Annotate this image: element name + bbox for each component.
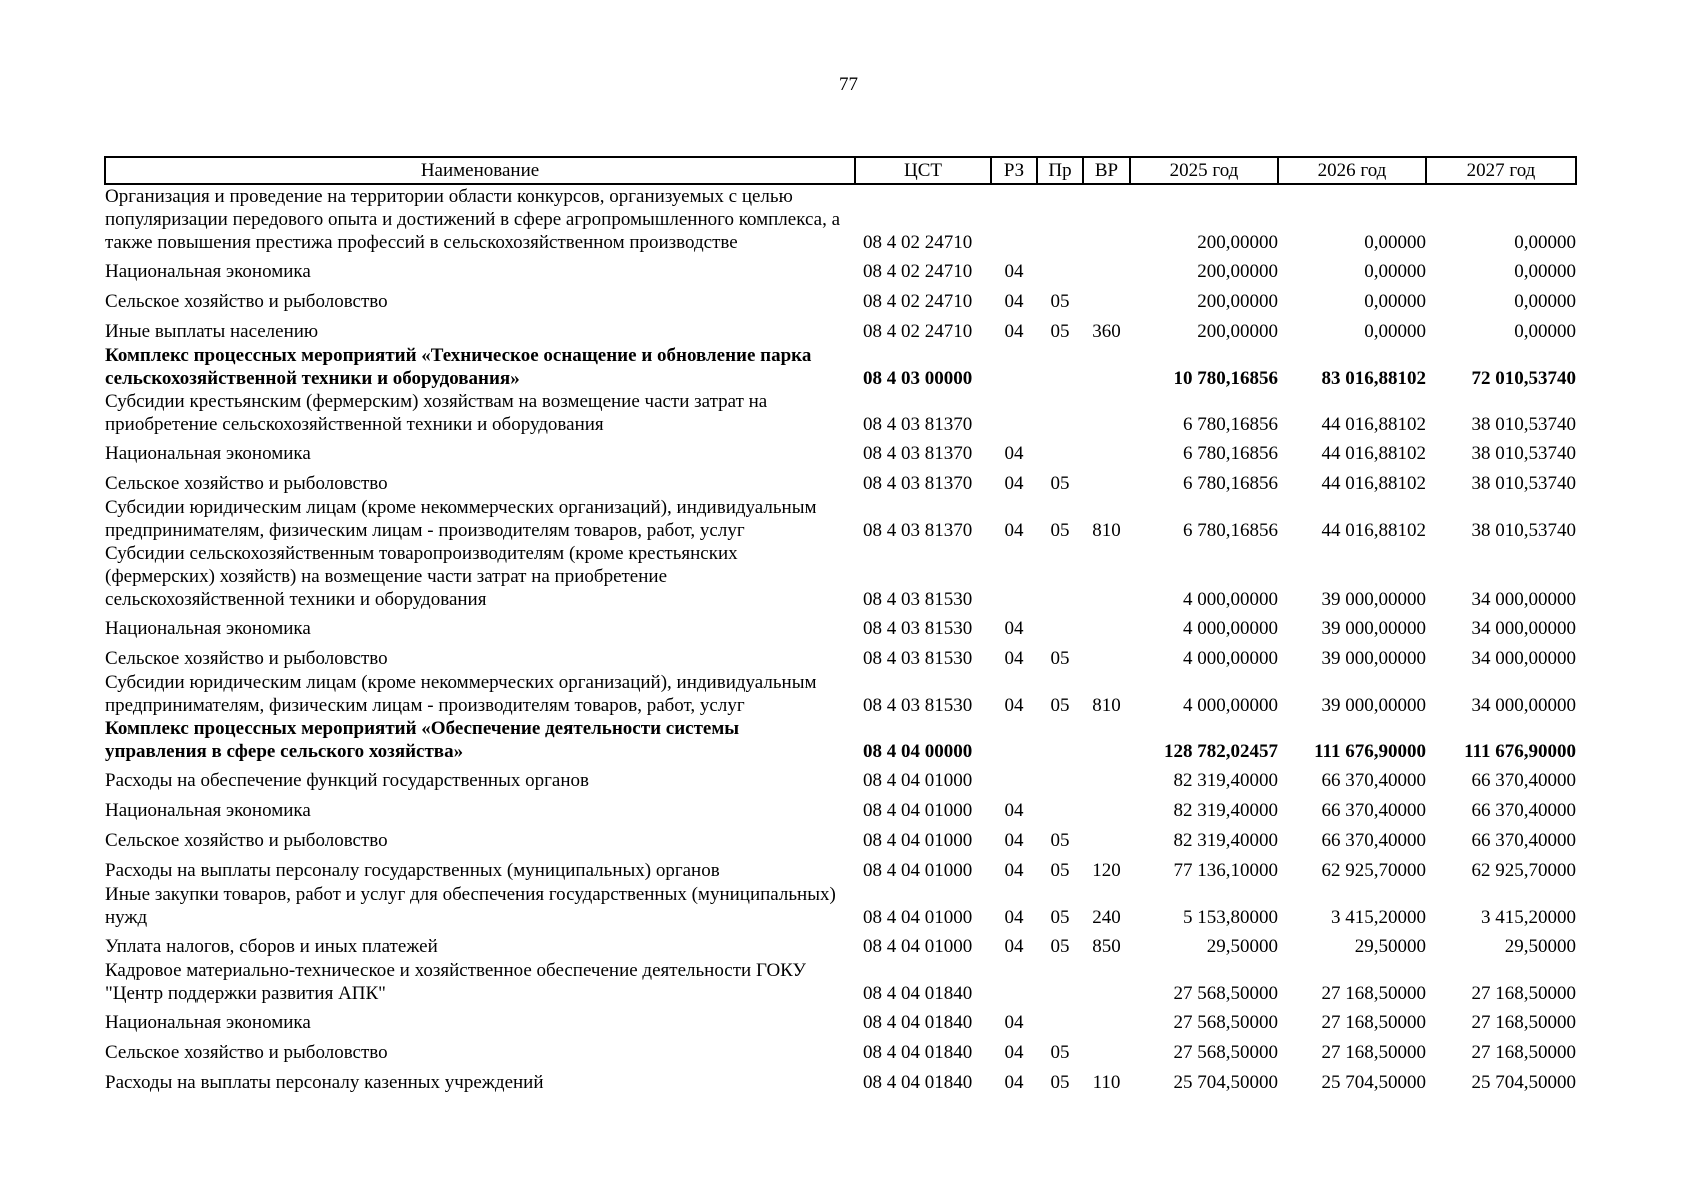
row-cst: 08 4 04 01840 bbox=[863, 1042, 973, 1063]
row-2026: 44 016,88102 bbox=[1321, 473, 1426, 494]
row-rz: 04 bbox=[1004, 695, 1024, 716]
row-2027: 29,50000 bbox=[1504, 936, 1576, 957]
row-rz: 04 bbox=[1004, 648, 1024, 669]
row-cst: 08 4 04 01840 bbox=[863, 983, 973, 1004]
row-vr bbox=[1083, 1005, 1130, 1035]
row-vr bbox=[1083, 466, 1130, 496]
table-row bbox=[105, 436, 1576, 466]
table-row bbox=[105, 611, 1576, 641]
row-vr: 240 bbox=[1092, 907, 1121, 928]
row-rz bbox=[991, 184, 1037, 254]
row-cst: 08 4 03 81530 bbox=[863, 618, 973, 639]
row-2027: 66 370,40000 bbox=[1471, 830, 1576, 851]
row-2025: 4 000,00000 bbox=[1183, 618, 1278, 639]
row-vr bbox=[1083, 1035, 1130, 1065]
row-cst: 08 4 03 81370 bbox=[863, 414, 973, 435]
table-row bbox=[105, 793, 1576, 823]
row-2026: 27 168,50000 bbox=[1321, 983, 1426, 1004]
row-pr bbox=[1037, 184, 1083, 254]
header-vr: ВР bbox=[1083, 157, 1130, 184]
row-2027: 38 010,53740 bbox=[1471, 473, 1576, 494]
row-2026: 0,00000 bbox=[1364, 261, 1426, 282]
row-2027: 34 000,00000 bbox=[1471, 648, 1576, 669]
row-name: Комплекс процессных мероприятий «Обеспечение деятельности системы управления в сфере сельского хозяйства» bbox=[105, 718, 740, 762]
table-row bbox=[105, 959, 1576, 1005]
row-2025: 27 568,50000 bbox=[1173, 983, 1278, 1004]
row-rz bbox=[991, 390, 1037, 436]
row-vr bbox=[1083, 184, 1130, 254]
row-rz: 04 bbox=[1004, 261, 1024, 282]
row-2027: 25 704,50000 bbox=[1471, 1072, 1576, 1093]
row-2025: 6 780,16856 bbox=[1183, 520, 1278, 541]
row-name: Кадровое материально-техническое и хозяйственное обеспечение деятельности ГОКУ "Центр поддержки развития АПК" bbox=[105, 960, 806, 1004]
row-cst: 08 4 04 01000 bbox=[863, 936, 973, 957]
row-pr bbox=[1037, 390, 1083, 436]
row-rz: 04 bbox=[1004, 1012, 1024, 1033]
row-cst: 08 4 02 24710 bbox=[863, 232, 973, 253]
row-pr bbox=[1037, 959, 1083, 1005]
row-pr: 05 bbox=[1050, 520, 1070, 541]
row-2025: 4 000,00000 bbox=[1183, 589, 1278, 610]
row-2026: 39 000,00000 bbox=[1321, 695, 1426, 716]
row-2025: 6 780,16856 bbox=[1183, 473, 1278, 494]
row-2027: 34 000,00000 bbox=[1471, 695, 1576, 716]
row-2025: 27 568,50000 bbox=[1173, 1012, 1278, 1033]
row-2026: 39 000,00000 bbox=[1321, 618, 1426, 639]
row-2027: 34 000,00000 bbox=[1471, 618, 1576, 639]
table-row bbox=[105, 542, 1576, 611]
row-vr: 110 bbox=[1092, 1072, 1121, 1093]
row-cst: 08 4 04 01000 bbox=[863, 800, 973, 821]
row-2026: 44 016,88102 bbox=[1321, 414, 1426, 435]
row-rz: 04 bbox=[1004, 520, 1024, 541]
row-rz: 04 bbox=[1004, 473, 1024, 494]
row-2027: 38 010,53740 bbox=[1471, 520, 1576, 541]
row-pr bbox=[1037, 436, 1083, 466]
row-pr bbox=[1037, 1005, 1083, 1035]
row-2027: 111 676,90000 bbox=[1464, 741, 1576, 762]
row-cst: 08 4 03 81530 bbox=[863, 648, 973, 669]
row-vr bbox=[1083, 763, 1130, 793]
row-2027: 0,00000 bbox=[1514, 232, 1576, 253]
row-vr: 810 bbox=[1092, 695, 1121, 716]
row-2026: 62 925,70000 bbox=[1321, 860, 1426, 881]
row-cst: 08 4 04 00000 bbox=[863, 741, 973, 762]
row-vr bbox=[1083, 823, 1130, 853]
row-2026: 44 016,88102 bbox=[1321, 520, 1426, 541]
row-2025: 5 153,80000 bbox=[1183, 907, 1278, 928]
row-name: Субсидии юридическим лицам (кроме некоммерческих организаций), индивидуальным предпринимателям, физическим лицам - производителям товаров, работ, услуг bbox=[105, 672, 817, 716]
row-name: Сельское хозяйство и рыболовство bbox=[105, 648, 388, 669]
table-row bbox=[105, 254, 1576, 284]
table-row bbox=[105, 284, 1576, 314]
row-name: Субсидии юридическим лицам (кроме некоммерческих организаций), индивидуальным предпринимателям, физическим лицам - производителям товаров, работ, услуг bbox=[105, 497, 817, 541]
header-2026: 2026 год bbox=[1278, 157, 1426, 184]
row-2026: 66 370,40000 bbox=[1321, 770, 1426, 791]
row-2026: 39 000,00000 bbox=[1321, 648, 1426, 669]
row-cst: 08 4 03 00000 bbox=[863, 368, 973, 389]
row-vr: 810 bbox=[1092, 520, 1121, 541]
row-name: Организация и проведение на территории области конкурсов, организуемых с целью популяризации передового опыта и достижений в сфере агропромышленного комплекса, а также повышения престижа профессий в сельскохозяйственном производстве bbox=[105, 186, 841, 253]
row-pr bbox=[1037, 717, 1083, 763]
row-name: Иные выплаты населению bbox=[105, 321, 319, 342]
row-vr bbox=[1083, 254, 1130, 284]
row-cst: 08 4 02 24710 bbox=[863, 261, 973, 282]
row-2025: 77 136,10000 bbox=[1173, 860, 1278, 881]
row-name: Субсидии сельскохозяйственным товаропроизводителям (кроме крестьянских (фермерских) хозяйств) на возмещение части затрат на приобретение сельскохозяйственной техники и оборудования bbox=[105, 543, 738, 610]
row-2025: 82 319,40000 bbox=[1173, 800, 1278, 821]
row-rz: 04 bbox=[1004, 291, 1024, 312]
row-2027: 38 010,53740 bbox=[1471, 414, 1576, 435]
row-name: Расходы на выплаты персоналу государственных (муниципальных) органов bbox=[105, 860, 720, 881]
header-name: Наименование bbox=[105, 157, 855, 184]
table-row bbox=[105, 823, 1576, 853]
row-rz: 04 bbox=[1004, 936, 1024, 957]
row-2025: 10 780,16856 bbox=[1173, 368, 1278, 389]
row-vr bbox=[1083, 793, 1130, 823]
row-cst: 08 4 04 01840 bbox=[863, 1072, 973, 1093]
row-2027: 0,00000 bbox=[1514, 291, 1576, 312]
row-vr bbox=[1083, 344, 1130, 390]
row-vr bbox=[1083, 611, 1130, 641]
row-cst: 08 4 04 01000 bbox=[863, 907, 973, 928]
row-2026: 44 016,88102 bbox=[1321, 443, 1426, 464]
row-2025: 200,00000 bbox=[1197, 261, 1278, 282]
row-vr bbox=[1083, 641, 1130, 671]
page-number: 77 bbox=[839, 74, 858, 95]
row-name: Сельское хозяйство и рыболовство bbox=[105, 1042, 388, 1063]
row-vr bbox=[1083, 542, 1130, 611]
row-2027: 66 370,40000 bbox=[1471, 770, 1576, 791]
row-2025: 4 000,00000 bbox=[1183, 695, 1278, 716]
row-cst: 08 4 04 01000 bbox=[863, 770, 973, 791]
row-cst: 08 4 04 01000 bbox=[863, 830, 973, 851]
row-2025: 29,50000 bbox=[1206, 936, 1278, 957]
row-vr bbox=[1083, 436, 1130, 466]
row-2026: 25 704,50000 bbox=[1321, 1072, 1426, 1093]
row-2027: 27 168,50000 bbox=[1471, 1042, 1576, 1063]
row-2026: 0,00000 bbox=[1364, 321, 1426, 342]
header-2025: 2025 год bbox=[1130, 157, 1278, 184]
row-name: Расходы на выплаты персоналу казенных учреждений bbox=[105, 1072, 544, 1093]
row-2026: 3 415,20000 bbox=[1331, 907, 1426, 928]
table-row bbox=[105, 466, 1576, 496]
row-2027: 72 010,53740 bbox=[1471, 368, 1576, 389]
row-name: Национальная экономика bbox=[105, 800, 311, 821]
row-name: Субсидии крестьянским (фермерским) хозяйствам на возмещение части затрат на приобретение сельскохозяйственной техники и оборудования bbox=[105, 391, 768, 435]
row-cst: 08 4 03 81370 bbox=[863, 473, 973, 494]
header-pr: Пр bbox=[1037, 157, 1083, 184]
table-row bbox=[105, 1065, 1576, 1095]
row-name: Национальная экономика bbox=[105, 443, 311, 464]
row-vr bbox=[1083, 390, 1130, 436]
header-rz: РЗ bbox=[991, 157, 1037, 184]
row-name: Национальная экономика bbox=[105, 1012, 311, 1033]
row-cst: 08 4 02 24710 bbox=[863, 291, 973, 312]
row-2025: 6 780,16856 bbox=[1183, 443, 1278, 464]
row-name: Уплата налогов, сборов и иных платежей bbox=[105, 936, 438, 957]
row-2027: 66 370,40000 bbox=[1471, 800, 1576, 821]
row-2027: 27 168,50000 bbox=[1471, 983, 1576, 1004]
row-cst: 08 4 03 81370 bbox=[863, 520, 973, 541]
row-pr: 05 bbox=[1050, 695, 1070, 716]
row-pr: 05 bbox=[1050, 321, 1070, 342]
row-2026: 0,00000 bbox=[1364, 232, 1426, 253]
row-2026: 29,50000 bbox=[1354, 936, 1426, 957]
row-name: Национальная экономика bbox=[105, 261, 311, 282]
row-rz: 04 bbox=[1004, 830, 1024, 851]
row-rz: 04 bbox=[1004, 443, 1024, 464]
row-pr: 05 bbox=[1050, 830, 1070, 851]
row-vr: 850 bbox=[1092, 936, 1121, 957]
row-2025: 6 780,16856 bbox=[1183, 414, 1278, 435]
row-2025: 27 568,50000 bbox=[1173, 1042, 1278, 1063]
table-row bbox=[105, 390, 1576, 436]
row-name: Национальная экономика bbox=[105, 618, 311, 639]
row-pr: 05 bbox=[1050, 1072, 1070, 1093]
row-rz bbox=[991, 763, 1037, 793]
row-pr: 05 bbox=[1050, 473, 1070, 494]
row-2025: 200,00000 bbox=[1197, 232, 1278, 253]
row-rz bbox=[991, 542, 1037, 611]
row-rz: 04 bbox=[1004, 800, 1024, 821]
row-2027: 0,00000 bbox=[1514, 321, 1576, 342]
row-pr: 05 bbox=[1050, 860, 1070, 881]
row-rz: 04 bbox=[1004, 907, 1024, 928]
row-pr bbox=[1037, 611, 1083, 641]
table-row bbox=[105, 314, 1576, 344]
table-row bbox=[105, 1005, 1576, 1035]
budget-table bbox=[104, 156, 1577, 1095]
row-2026: 66 370,40000 bbox=[1321, 830, 1426, 851]
table-row bbox=[105, 853, 1576, 883]
row-cst: 08 4 04 01000 bbox=[863, 860, 973, 881]
row-2027: 27 168,50000 bbox=[1471, 1012, 1576, 1033]
row-pr bbox=[1037, 793, 1083, 823]
table-row bbox=[105, 496, 1576, 542]
table-row bbox=[105, 671, 1576, 717]
table-row bbox=[105, 929, 1576, 959]
row-rz: 04 bbox=[1004, 1072, 1024, 1093]
row-rz bbox=[991, 717, 1037, 763]
row-cst: 08 4 03 81530 bbox=[863, 695, 973, 716]
row-2026: 39 000,00000 bbox=[1321, 589, 1426, 610]
row-pr: 05 bbox=[1050, 648, 1070, 669]
row-rz bbox=[991, 344, 1037, 390]
row-2025: 200,00000 bbox=[1197, 291, 1278, 312]
table-row bbox=[105, 641, 1576, 671]
row-2026: 27 168,50000 bbox=[1321, 1012, 1426, 1033]
row-name: Иные закупки товаров, работ и услуг для обеспечения государственных (муниципальных) нужд bbox=[105, 884, 836, 928]
row-2027: 62 925,70000 bbox=[1471, 860, 1576, 881]
row-2027: 34 000,00000 bbox=[1471, 589, 1576, 610]
row-2026: 111 676,90000 bbox=[1314, 741, 1426, 762]
row-cst: 08 4 03 81530 bbox=[863, 589, 973, 610]
row-2025: 128 782,02457 bbox=[1164, 741, 1278, 762]
row-pr: 05 bbox=[1050, 936, 1070, 957]
header-cst: ЦСТ bbox=[855, 157, 991, 184]
row-name: Расходы на обеспечение функций государственных органов bbox=[105, 770, 589, 791]
row-vr: 360 bbox=[1092, 321, 1121, 342]
row-2025: 82 319,40000 bbox=[1173, 830, 1278, 851]
header-2027: 2027 год bbox=[1426, 157, 1576, 184]
row-name: Сельское хозяйство и рыболовство bbox=[105, 291, 388, 312]
row-2026: 66 370,40000 bbox=[1321, 800, 1426, 821]
row-2026: 0,00000 bbox=[1364, 291, 1426, 312]
row-name: Комплекс процессных мероприятий «Техническое оснащение и обновление парка сельскохозяйственной техники и оборудования» bbox=[105, 345, 812, 389]
row-2027: 0,00000 bbox=[1514, 261, 1576, 282]
row-pr bbox=[1037, 254, 1083, 284]
row-rz: 04 bbox=[1004, 321, 1024, 342]
table-row bbox=[105, 883, 1576, 929]
table-row bbox=[105, 184, 1576, 254]
row-2025: 4 000,00000 bbox=[1183, 648, 1278, 669]
row-name: Сельское хозяйство и рыболовство bbox=[105, 473, 388, 494]
row-pr: 05 bbox=[1050, 291, 1070, 312]
row-vr bbox=[1083, 959, 1130, 1005]
row-pr bbox=[1037, 763, 1083, 793]
row-2027: 38 010,53740 bbox=[1471, 443, 1576, 464]
row-cst: 08 4 03 81370 bbox=[863, 443, 973, 464]
row-pr: 05 bbox=[1050, 907, 1070, 928]
table-row bbox=[105, 717, 1576, 763]
row-cst: 08 4 02 24710 bbox=[863, 321, 973, 342]
row-vr bbox=[1083, 717, 1130, 763]
row-pr bbox=[1037, 542, 1083, 611]
row-vr bbox=[1083, 284, 1130, 314]
row-2025: 200,00000 bbox=[1197, 321, 1278, 342]
row-pr: 05 bbox=[1050, 1042, 1070, 1063]
row-rz bbox=[991, 959, 1037, 1005]
table-row bbox=[105, 344, 1576, 390]
row-2026: 27 168,50000 bbox=[1321, 1042, 1426, 1063]
row-name: Сельское хозяйство и рыболовство bbox=[105, 830, 388, 851]
row-rz: 04 bbox=[1004, 860, 1024, 881]
row-2027: 3 415,20000 bbox=[1481, 907, 1576, 928]
table-row bbox=[105, 1035, 1576, 1065]
row-vr: 120 bbox=[1092, 860, 1121, 881]
row-pr bbox=[1037, 344, 1083, 390]
row-2026: 83 016,88102 bbox=[1321, 368, 1426, 389]
row-2025: 25 704,50000 bbox=[1173, 1072, 1278, 1093]
row-cst: 08 4 04 01840 bbox=[863, 1012, 973, 1033]
row-rz: 04 bbox=[1004, 618, 1024, 639]
row-rz: 04 bbox=[1004, 1042, 1024, 1063]
table-row bbox=[105, 763, 1576, 793]
header-row bbox=[105, 157, 1576, 184]
row-2025: 82 319,40000 bbox=[1173, 770, 1278, 791]
